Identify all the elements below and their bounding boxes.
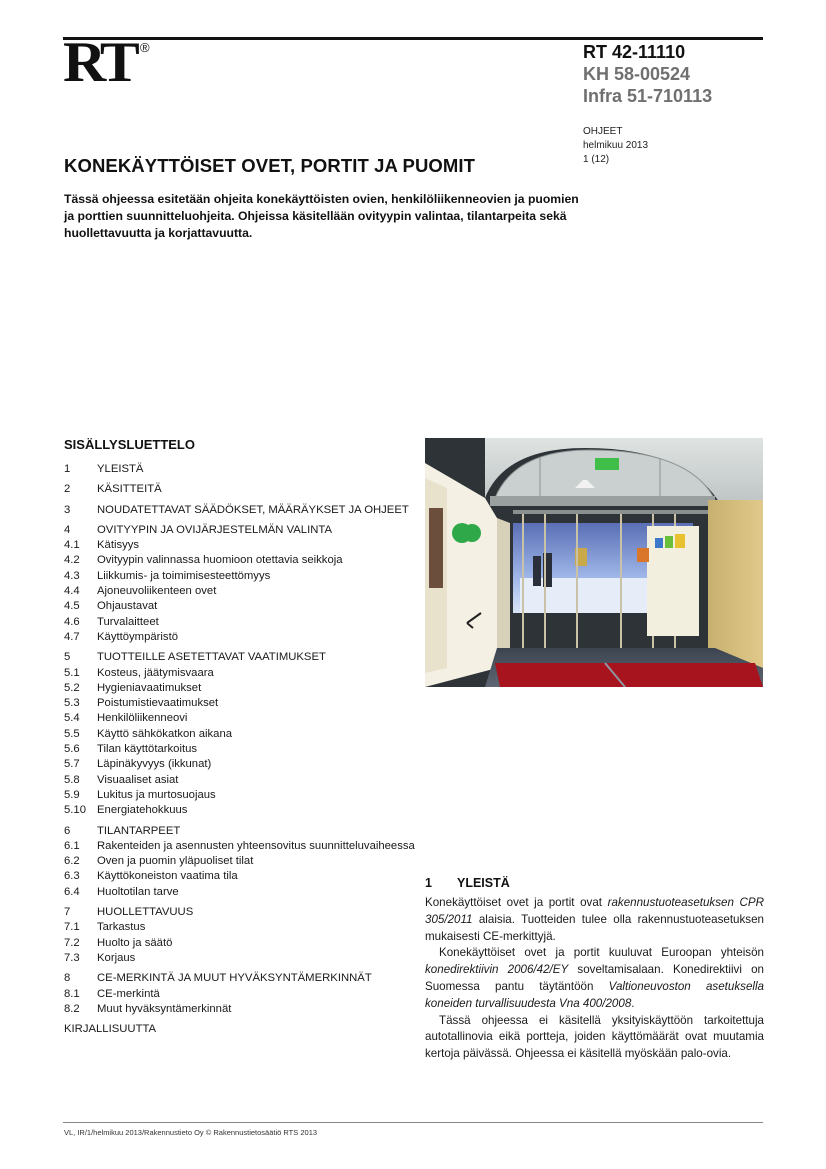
toc-item-number: 7.1 xyxy=(64,921,80,934)
toc-item-number: 5.2 xyxy=(64,681,80,694)
toc-item-label: Huoltotilan tarve xyxy=(97,885,179,898)
rt-logo: RT xyxy=(63,31,136,94)
toc-item-label: Muut hyväksyntämerkinnät xyxy=(97,1002,232,1015)
toc-item xyxy=(64,1002,414,1017)
footer-text: VL, IR/1/helmikuu 2013/Rakennustieto Oy © Rakennustietosäätiö RTS 2013 xyxy=(64,1128,318,1137)
toc-item-number: 7.3 xyxy=(64,951,80,964)
toc-item-label: Tarkastus xyxy=(97,921,146,934)
toc-item-number: 7 xyxy=(64,906,71,919)
toc-item-number: 5.8 xyxy=(64,773,80,786)
toc-item-label: Lukitus ja murtosuojaus xyxy=(97,788,216,801)
section-body xyxy=(425,895,764,1063)
toc-item-label: Henkilöliikenneovi xyxy=(97,712,188,725)
toc-item-number: 5.7 xyxy=(64,758,80,771)
toc-item-label: KÄSITTEITÄ xyxy=(97,483,162,496)
toc-item-label: HUOLLETTAVUUS xyxy=(97,906,194,919)
toc-item-label: CE-merkintä xyxy=(97,987,160,1000)
paragraph-2: Konekäyttöiset ovet ja portit kuuluvat Euroopan yhteisön konedirektiivin 2006/42/EY soveltamisalaan. Konedirektiivi on Suomessa pantu täytäntöön Valtioneuvoston asetuksella koneiden turvallisuudesta Vna 400/2008. xyxy=(425,946,764,1010)
toc-item xyxy=(64,584,414,599)
toc-item-number: 4.6 xyxy=(64,615,80,628)
toc-item xyxy=(64,666,414,681)
toc-item xyxy=(64,615,414,630)
toc-item-label: Liikkumis- ja toimimisesteettömyys xyxy=(97,569,271,582)
toc-item-number: 5.5 xyxy=(64,727,80,740)
toc-item-number: 6 xyxy=(64,824,71,837)
toc-item xyxy=(64,788,414,803)
toc-item-label: Ovityypin valinnassa huomioon otettavia seikkoja xyxy=(97,554,343,567)
toc-item xyxy=(64,742,414,757)
toc-item xyxy=(64,538,414,553)
toc-item-number: 6.4 xyxy=(64,885,80,898)
toc-item xyxy=(64,869,414,884)
toc-item xyxy=(64,650,414,665)
entrance-door-photo xyxy=(425,438,763,687)
toc-item-label: Korjaus xyxy=(97,951,136,964)
toc-item xyxy=(64,711,414,726)
toc-item-number: 6.3 xyxy=(64,870,80,883)
toc-item-label: TUOTTEILLE ASETETTAVAT VAATIMUKSET xyxy=(97,651,326,664)
toc-item-number: 5.4 xyxy=(64,712,80,725)
toc-item-bibliography: KIRJALLISUUTTA xyxy=(64,1023,157,1036)
code-kh: KH 58-00524 xyxy=(583,64,691,84)
toc-item-label: Kätisyys xyxy=(97,539,140,552)
toc-item xyxy=(64,696,414,711)
doc-type: OHJEET xyxy=(583,126,623,137)
doc-date: helmikuu 2013 xyxy=(583,140,649,151)
footer-rule xyxy=(63,1122,763,1123)
toc-title: SISÄLLYSLUETTELO xyxy=(64,437,195,452)
code-rt: RT 42-11110 xyxy=(583,42,686,62)
toc-item-number: 7.2 xyxy=(64,936,80,949)
toc-item-number: 5.10 xyxy=(64,804,86,817)
toc-item-number: 1 xyxy=(64,463,71,475)
toc-item xyxy=(64,630,414,645)
paragraph-1: Konekäyttöiset ovet ja portit ovat rakennustuoteasetuksen CPR 305/2011 alaisia. Tuotteiden tulee olla rakennustuoteasetuksen mukaisesti CE-merkittyjä. xyxy=(425,896,764,943)
paragraph-3: Tässä ohjeessa ei käsitellä yksityiskäyttöön tarkoitettuja autotallinovia eikä portteja, joiden käyttömäärät ovat muutamia kertoja päivässä. Ohjeessa ei käsitellä myöskään palo-ovia. xyxy=(425,1013,764,1061)
toc-item-label: Energiatehokkuus xyxy=(97,804,188,817)
table-of-contents xyxy=(64,462,414,1037)
red-carpet xyxy=(495,663,763,687)
toc-item xyxy=(64,773,414,788)
toc-item-label: NOUDATETTAVAT SÄÄDÖKSET, MÄÄRÄYKSET JA OHJEET xyxy=(97,503,409,516)
toc-item-label: Käyttöympäristö xyxy=(97,630,178,643)
document-meta xyxy=(583,125,648,167)
toc-item-number: 5.1 xyxy=(64,666,80,679)
exit-sign xyxy=(595,458,619,470)
toc-item-label: YLEISTÄ xyxy=(97,463,144,475)
toc-item-number: 5.6 xyxy=(64,743,80,756)
toc-item-label: Turvalaitteet xyxy=(97,615,159,628)
toc-item-label: Hygieniavaatimukset xyxy=(97,681,202,694)
toc-item xyxy=(64,839,414,854)
toc-item xyxy=(64,553,414,568)
toc-item-number: 6.2 xyxy=(64,855,80,868)
section-title: YLEISTÄ xyxy=(457,876,510,890)
top-rule xyxy=(63,37,763,40)
toc-item-label: Käyttökoneiston vaatima tila xyxy=(97,870,238,883)
toc-item-number: 4.2 xyxy=(64,554,80,567)
toc-item-number: 4 xyxy=(64,523,71,536)
toc-item xyxy=(64,987,414,1002)
toc-item xyxy=(64,599,414,614)
toc-item-number: 4.5 xyxy=(64,600,80,613)
toc-item-label: Kosteus, jäätymisvaara xyxy=(97,666,214,679)
toc-item-label: Käyttö sähkökatkon aikana xyxy=(97,727,233,740)
toc-item xyxy=(64,824,414,839)
toc-item-number: 5 xyxy=(64,651,71,664)
toc-item-label: Rakenteiden ja asennusten yhteensovitus suunnitteluvaiheessa xyxy=(97,839,415,852)
toc-item xyxy=(64,936,414,951)
toc-item-label: Tilan käyttötarkoitus xyxy=(97,743,198,756)
toc-item xyxy=(64,920,414,935)
toc-item-label: TILANTARPEET xyxy=(97,824,181,837)
toc-item-label: Huolto ja säätö xyxy=(97,936,173,949)
toc-item-number: 3 xyxy=(64,503,71,516)
toc-item-label: Ajoneuvoliikenteen ovet xyxy=(97,585,217,598)
toc-item-label: Läpinäkyvyys (ikkunat) xyxy=(97,758,212,771)
toc-item xyxy=(64,681,414,696)
toc-item xyxy=(64,885,414,900)
toc-item xyxy=(64,462,414,477)
toc-item xyxy=(64,727,414,742)
toc-item xyxy=(64,503,414,518)
lead-paragraph: Tässä ohjeessa esitetään ohjeita konekäyttöisten ovien, henkilöliikenneovien ja puomien ja porttien suunnitteluohjeita. Ohjeissa käsitellään ovityypin valintaa, tilantarpeita sekä huollettavuutta ja korjattavuutta. xyxy=(64,192,579,240)
toc-item-label: OVITYYPIN JA OVIJÄRJESTELMÄN VALINTA xyxy=(97,523,332,536)
toc-item-number: 6.1 xyxy=(64,839,80,852)
page-title: KONEKÄYTTÖISET OVET, PORTIT JA PUOMIT xyxy=(64,155,476,176)
toc-item-number: 5.9 xyxy=(64,788,80,801)
toc-item xyxy=(64,854,414,869)
toc-item-number: 8.2 xyxy=(64,1002,80,1015)
toc-item-label: Ohjaustavat xyxy=(97,600,158,613)
photo-automatic-doors xyxy=(425,438,763,687)
section-number: 1 xyxy=(425,876,432,890)
toc-item-label: CE-MERKINTÄ JA MUUT HYVÄKSYNTÄMERKINNÄT xyxy=(97,972,372,985)
toc-item-number: 8.1 xyxy=(64,987,80,1000)
toc-item-number: 4.7 xyxy=(64,630,80,643)
section-heading xyxy=(425,876,510,890)
document-codes xyxy=(583,41,712,107)
toc-item-number: 2 xyxy=(64,483,71,496)
toc-item-label: Poistumistievaatimukset xyxy=(97,697,219,710)
toc-item xyxy=(64,482,414,497)
toc-item-number: 8 xyxy=(64,972,71,985)
toc-item xyxy=(64,905,414,920)
toc-item xyxy=(64,569,414,584)
code-infra: Infra 51-710113 xyxy=(583,86,713,106)
toc-item-number: 4.4 xyxy=(64,585,80,598)
toc-item-number: 5.3 xyxy=(64,697,80,710)
toc-item xyxy=(64,971,414,986)
registered-mark: ® xyxy=(140,40,150,55)
toc-item xyxy=(64,951,414,966)
toc-item-label: Oven ja puomin yläpuoliset tilat xyxy=(97,855,254,868)
toc-item-number: 4.1 xyxy=(64,539,80,552)
toc-item xyxy=(64,803,414,818)
toc-item-number: 4.3 xyxy=(64,569,80,582)
toc-item-label: Visuaaliset asiat xyxy=(97,773,179,786)
toc-item xyxy=(64,523,414,538)
page-number: 1 (12) xyxy=(583,154,610,165)
toc-item xyxy=(64,757,414,772)
